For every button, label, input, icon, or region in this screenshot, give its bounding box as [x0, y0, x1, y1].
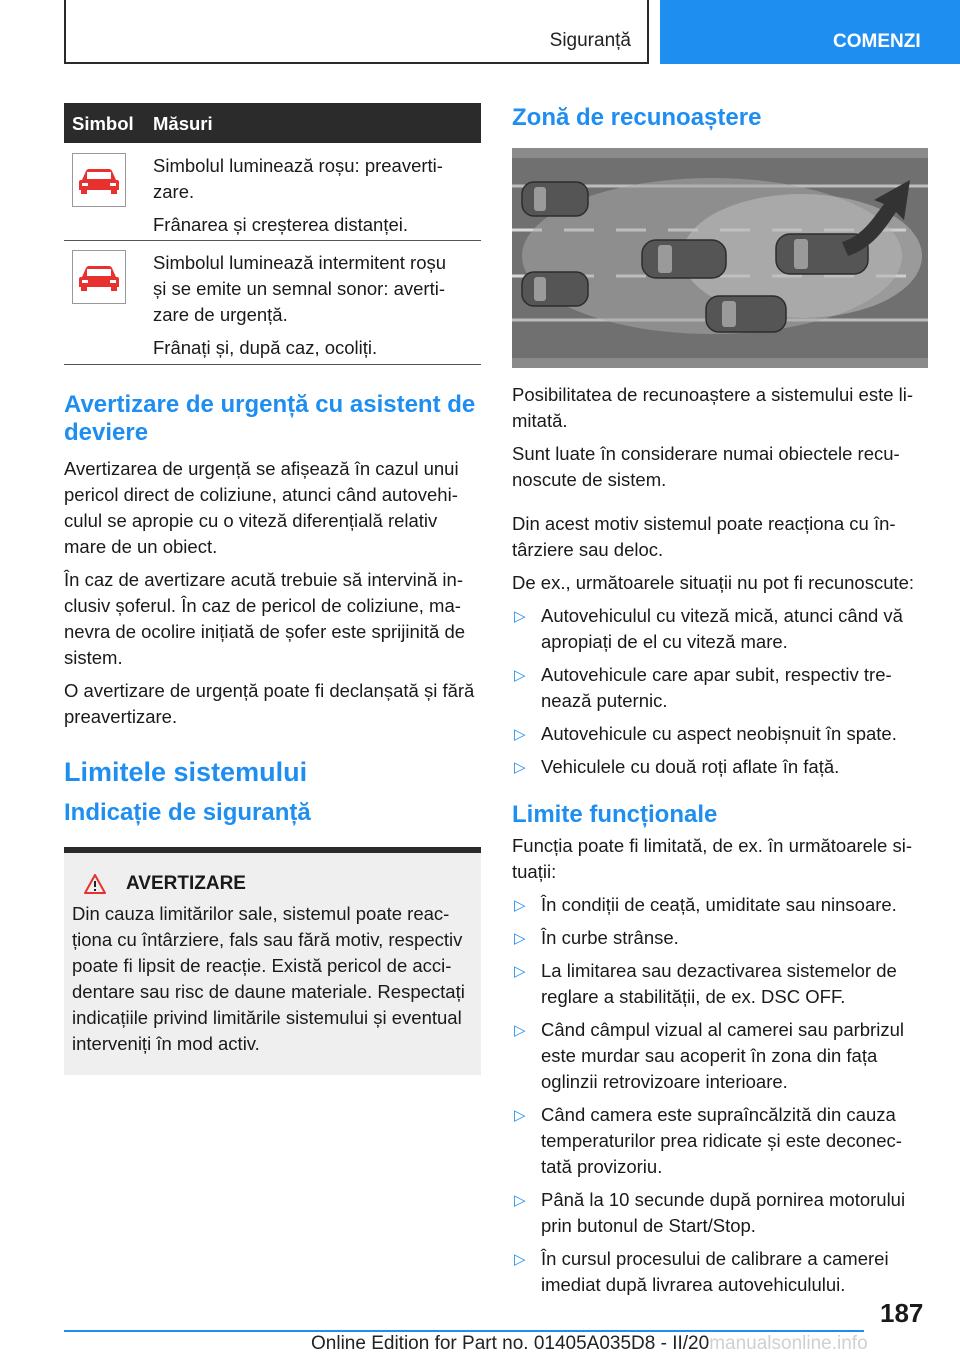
recognition-list: [512, 603, 928, 780]
warning-line: dentare sau risc de daune materiale. Respectați: [72, 981, 465, 1002]
header-tab[interactable]: COMENZI: [660, 0, 960, 64]
paragraph-line: culul se apropie cu o viteză diferențială relativ: [64, 510, 438, 531]
car-front-icon: [72, 153, 126, 207]
footer-edition: Online Edition for Part no. 01405A035D8 - II/20manualsonline.info: [311, 1333, 868, 1354]
paragraph-line: clusiv șoferul. În caz de pericol de coliziune, ma-: [64, 595, 461, 616]
paragraph-line: mare de un obiect.: [64, 536, 218, 557]
table-header: [64, 103, 481, 143]
paragraph-line: tuații:: [512, 861, 557, 882]
recognition-zone-illustration: [512, 148, 928, 368]
paragraph-line: Avertizarea de urgență se afișează în cazul unui: [64, 458, 459, 479]
table-row: [64, 241, 481, 365]
row-text-line: zare de urgență.: [153, 304, 288, 325]
right-column: [512, 103, 928, 1305]
table-header-measures: Măsuri: [153, 113, 213, 134]
paragraph-line: Sunt luate în considerare numai obiectele recu-: [512, 443, 900, 464]
list-item: ▷ Când câmpul vizual al camerei sau parbrizul este murdar sau acoperit în zona din fața oglinzii retrovizoare interioare.: [514, 1019, 904, 1092]
list-item: ▷ La limitarea sau dezactivarea sistemelor de reglare a stabilității, de ex. DSC OFF.: [514, 960, 897, 1007]
header-frame: [64, 0, 649, 64]
paragraph-line: Funcția poate fi limitată, de ex. în următoarele si-: [512, 835, 912, 856]
list-item: ▷ Vehiculele cu două roți aflate în față.: [514, 756, 840, 777]
row-text-line: Simbolul luminează roșu: preaverti-: [153, 155, 443, 176]
row-action: Frânați și, după caz, ocoliți.: [153, 337, 378, 358]
warning-line: interveniți în mod activ.: [72, 1033, 260, 1054]
paragraph-line: mitată.: [512, 410, 568, 431]
row-text-line: zare.: [153, 181, 195, 202]
functional-title: Limite funcționale: [512, 801, 718, 828]
list-item: ▷ Până la 10 secunde după pornirea motorului prin butonul de Start/Stop.: [514, 1189, 906, 1236]
list-item: ▷ În curbe strânse.: [514, 927, 679, 948]
row-text-line: Simbolul luminează intermitent roșu: [153, 252, 447, 273]
warning-line: indicațiile privind limitările sistemului și eventual: [72, 1007, 462, 1028]
list-item: ▷ În condiții de ceață, umiditate sau ninsoare.: [514, 894, 897, 915]
warning-line: ționa cu întârziere, fals sau fără motiv, respectiv: [72, 929, 463, 950]
car-front-icon: [72, 250, 126, 304]
left-column: [64, 103, 481, 1075]
warning-line: poate fi lipsit de reacție. Există pericol de acci-: [72, 955, 452, 976]
row-text-line: și se emite un semnal sonor: averti-: [153, 278, 446, 299]
footer-watermark: manualsonline.info: [709, 1333, 868, 1354]
table-row: [64, 143, 481, 241]
list-item: ▷ În cursul procesului de calibrare a camerei imediat după livrarea autovehiculului.: [514, 1248, 889, 1295]
limits-title: Limitele sistemului: [64, 757, 308, 787]
row-action: Frânarea și creșterea distanței.: [153, 214, 409, 235]
recognition-title: Zonă de recunoaștere: [512, 104, 762, 131]
page-number: 187: [880, 1298, 924, 1328]
paragraph-line: Posibilitatea de recunoaștere a sistemului este li-: [512, 384, 914, 405]
paragraph-line: sistem.: [64, 647, 123, 668]
paragraph-line: De ex., următoarele situații nu pot fi recunoscute:: [512, 572, 915, 593]
warning-box: [64, 847, 481, 1075]
paragraph-line: O avertizare de urgență poate fi declanșată și fără: [64, 680, 475, 701]
paragraph-line: preavertizare.: [64, 706, 178, 727]
list-item: ▷ Autovehicule cu aspect neobișnuit în spate.: [514, 723, 897, 744]
paragraph-line: noscute de sistem.: [512, 469, 667, 490]
warning-line: Din cauza limitărilor sale, sistemul poate reac-: [72, 903, 450, 924]
urgent-title: Avertizare de urgență cu asistent de deviere: [64, 391, 476, 446]
functional-list: [512, 892, 928, 1298]
warning-title: AVERTIZARE: [126, 873, 246, 894]
footer-divider: [64, 1330, 864, 1332]
paragraph-line: pericol direct de coliziune, atunci când autovehi-: [64, 484, 458, 505]
paragraph-line: Din acest motiv sistemul poate reacționa cu în-: [512, 513, 896, 534]
paragraph-line: târziere sau deloc.: [512, 539, 664, 560]
table-header-symbol: Simbol: [72, 113, 134, 134]
paragraph-line: În caz de avertizare acută trebuie să intervină in-: [64, 569, 463, 590]
paragraph-line: nevra de ocolire inițiată de șofer este sprijinită de: [64, 621, 466, 642]
list-item: ▷ Autovehicule care apar subit, respectiv tre- nează puternic.: [514, 664, 892, 711]
list-item: ▷ Când camera este supraîncălzită din cauza temperaturilor prea ridicate și este deconec- tată provizoriu.: [514, 1104, 902, 1177]
safety-title: Indicație de siguranță: [64, 799, 311, 826]
warning-triangle-icon: [84, 874, 106, 894]
list-item: ▷ Autovehiculul cu viteză mică, atunci când vă apropiați de el cu viteză mare.: [514, 605, 903, 652]
header-section: Siguranță: [549, 30, 631, 51]
